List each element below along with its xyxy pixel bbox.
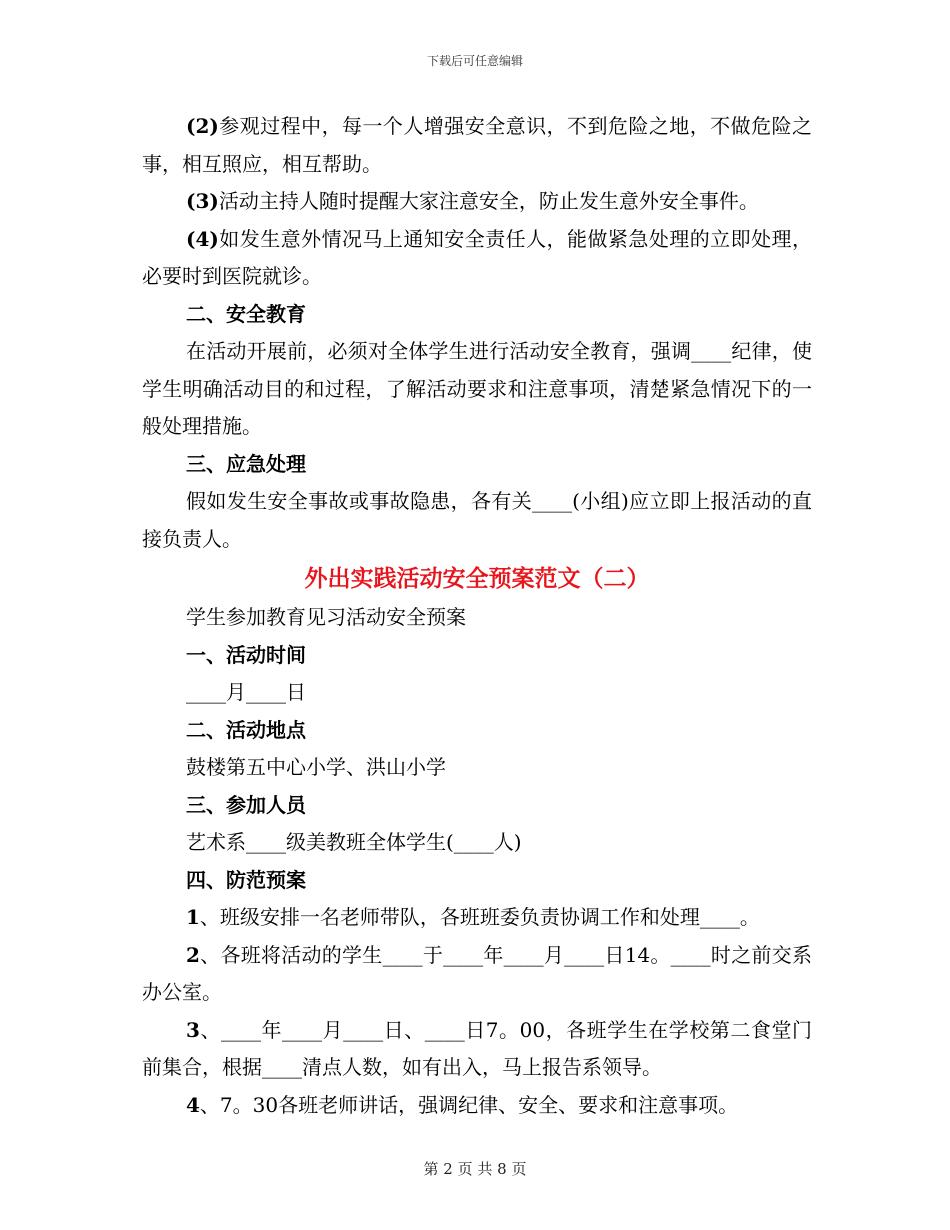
- section-heading-precautions: 四、防范预案: [186, 867, 306, 892]
- paragraph-safety-education: 在活动开展前，必须对全体学生进行活动安全教育，强调____纪律，使学生明确活动目的和过程，了解活动要求和注意事项，清楚紧急情况下的一般处理措施。: [142, 339, 812, 438]
- item-text: 、____年____月____日、____日7。00，各班学生在学校第二食堂门前集合，根据____清点人数，如有出入，马上报告系领导。: [142, 1017, 812, 1079]
- activity-time: ____月____日: [186, 680, 306, 704]
- activity-people: 艺术系____级美教班全体学生(____人): [186, 830, 522, 854]
- paragraph-emergency: 假如发生安全事故或事故隐患，各有关____(小组)应立即上报活动的直接负责人。: [142, 489, 812, 551]
- section-heading-emergency: 三、应急处理: [186, 451, 306, 476]
- list-item: [142, 937, 812, 1012]
- page-header-note: 下载后可任意编辑: [426, 54, 523, 68]
- section-heading-safety-education: 二、安全教育: [186, 301, 306, 326]
- item-text: 、班级安排一名老师带队，各班班委负责协调工作和处理____。: [199, 905, 760, 929]
- section-heading-people: 三、参加人员: [186, 792, 306, 817]
- item-number: 3: [186, 1017, 200, 1042]
- document-body: [142, 108, 812, 1124]
- item-text: 参观过程中，每一个人增强安全意识，不到危险之地，不做危险之事，相互照应，相互帮助。: [142, 114, 812, 176]
- item-text: 、7。30各班老师讲话，强调纪律、安全、要求和注意事项。: [199, 1092, 739, 1117]
- section-heading-place: 二、活动地点: [186, 717, 306, 742]
- list-item: [142, 1012, 812, 1087]
- item-number: 2: [186, 942, 200, 967]
- section-heading-time: 一、活动时间: [186, 642, 306, 667]
- item-number: (2): [186, 114, 219, 138]
- document-title: 外出实践活动安全预案范文（二）: [304, 565, 650, 592]
- item-number: 4: [186, 1092, 200, 1117]
- list-item: [142, 899, 812, 937]
- item-text: 活动主持人随时提醒大家注意安全，防止发生意外安全事件。: [218, 189, 759, 213]
- item-number: (3): [186, 189, 219, 213]
- item-number: (4): [186, 226, 219, 251]
- document-subtitle: 学生参加教育见习活动安全预案: [186, 605, 466, 629]
- page-number-footer: 第 2 页 共 8 页: [423, 1160, 527, 1178]
- item-number: 1: [186, 905, 200, 929]
- list-item: [142, 221, 812, 296]
- activity-place: 鼓楼第五中心小学、洪山小学: [186, 755, 446, 779]
- list-item: [142, 108, 812, 183]
- list-item: [142, 183, 812, 221]
- item-text: 、各班将活动的学生____于____年____月____日14。____时之前交系办公室。: [142, 942, 812, 1004]
- list-item: [142, 1087, 812, 1125]
- item-text: 如发生意外情况马上通知安全责任人，能做紧急处理的立即处理，必要时到医院就诊。: [142, 226, 812, 288]
